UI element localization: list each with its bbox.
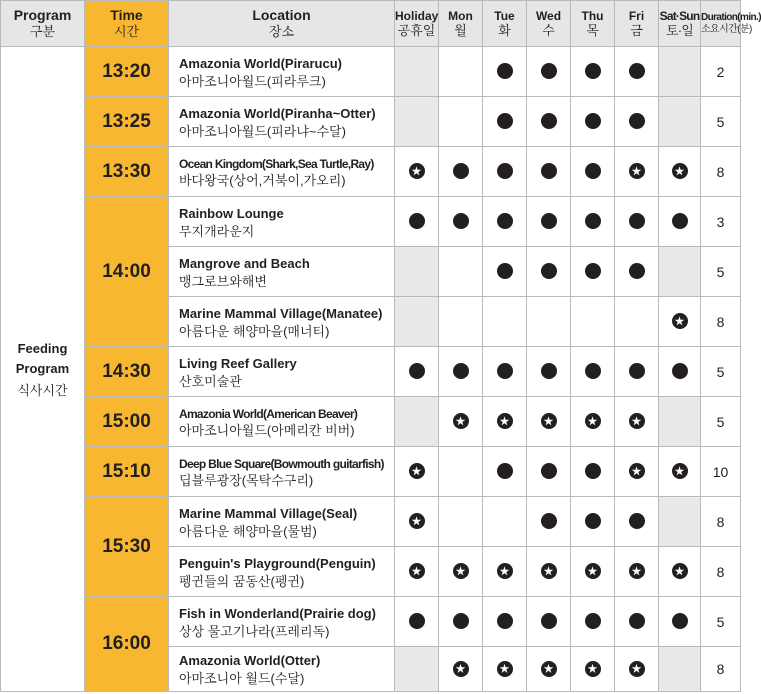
duration-cell: 5: [701, 97, 741, 147]
day-cell: [483, 297, 527, 347]
day-cell: [483, 547, 527, 597]
day-cell: [395, 647, 439, 692]
day-cell: [571, 597, 615, 647]
time-cell: 14:30: [85, 347, 169, 397]
filled-circle-icon: [541, 513, 557, 529]
day-cell: [615, 147, 659, 197]
day-cell: [615, 297, 659, 347]
filled-circle-icon: [629, 513, 645, 529]
location-name-en: Amazonia World(Pirarucu): [179, 55, 343, 71]
star-circle-icon: [453, 563, 469, 579]
filled-circle-icon: [453, 363, 469, 379]
table-header: [1, 1, 761, 47]
day-cell: [659, 347, 701, 397]
star-circle-icon: [672, 563, 688, 579]
day-cell: [395, 597, 439, 647]
day-cell: [395, 347, 439, 397]
duration-cell: 5: [701, 397, 741, 447]
table-row: [1, 197, 741, 247]
location-name-ko: 아름다운 해양마을(매너티): [179, 323, 330, 339]
day-cell: [615, 597, 659, 647]
table-row: [1, 447, 741, 497]
day-cell: [615, 647, 659, 692]
day-cell: [439, 97, 483, 147]
day-cell: [439, 347, 483, 397]
location-name-en: Penguin's Playground(Penguin): [179, 555, 376, 571]
location-name-ko: 아마조니아월드(아메리칸 비버): [179, 422, 355, 438]
star-circle-icon: [409, 563, 425, 579]
location-name-ko: 아마조니아 월드(수달): [179, 671, 305, 686]
filled-circle-icon: [541, 463, 557, 479]
filled-circle-icon: [409, 213, 425, 229]
filled-circle-icon: [497, 263, 513, 279]
location-name-ko: 무지개라운지: [179, 223, 255, 239]
day-cell: [659, 547, 701, 597]
program-cell: [1, 47, 85, 692]
day-cell: [571, 147, 615, 197]
star-circle-icon: [629, 413, 645, 429]
day-cell: [483, 497, 527, 547]
location-cell: [169, 197, 395, 247]
location-cell: [169, 647, 395, 692]
location-cell: [169, 47, 395, 97]
day-cell: [395, 297, 439, 347]
day-cell: [395, 397, 439, 447]
table-row: [1, 47, 741, 97]
header-duration: Duration(min.) 소요시간(분): [701, 1, 741, 47]
filled-circle-icon: [629, 63, 645, 79]
day-cell: [615, 247, 659, 297]
location-name-ko: 딥블루광장(목탁수구리): [179, 472, 314, 488]
day-cell: [439, 197, 483, 247]
duration-cell: 8: [701, 547, 741, 597]
day-cell: [483, 47, 527, 97]
filled-circle-icon: [453, 213, 469, 229]
day-cell: [527, 147, 571, 197]
day-cell: [527, 497, 571, 547]
day-cell: [659, 297, 701, 347]
header-thu: Thu 목: [571, 1, 615, 47]
location-name-en: Amazonia World(American Beaver): [179, 406, 358, 421]
day-cell: [527, 647, 571, 692]
location-cell: [169, 247, 395, 297]
day-cell: [615, 97, 659, 147]
day-cell: [483, 197, 527, 247]
day-cell: [527, 347, 571, 397]
location-cell: [169, 97, 395, 147]
star-circle-icon: [541, 563, 557, 579]
location-name-en: Amazonia World(Piranha~Otter): [179, 105, 376, 121]
filled-circle-icon: [585, 113, 601, 129]
filled-circle-icon: [585, 63, 601, 79]
day-cell: [571, 297, 615, 347]
day-cell: [439, 647, 483, 692]
day-cell: [659, 147, 701, 197]
table-row: [1, 497, 741, 547]
table-row: [1, 347, 741, 397]
day-cell: [659, 597, 701, 647]
star-circle-icon: [672, 463, 688, 479]
star-circle-icon: [409, 163, 425, 179]
star-circle-icon: [629, 563, 645, 579]
time-cell: 15:00: [85, 397, 169, 447]
time-cell: 15:10: [85, 447, 169, 497]
day-cell: [571, 397, 615, 447]
star-circle-icon: [672, 163, 688, 179]
day-cell: [395, 147, 439, 197]
time-cell: 15:30: [85, 497, 169, 597]
schedule-body: [1, 47, 741, 692]
location-cell: [169, 547, 395, 597]
filled-circle-icon: [585, 363, 601, 379]
location-cell: [169, 147, 395, 197]
day-cell: [439, 147, 483, 197]
filled-circle-icon: [409, 613, 425, 629]
location-name-ko: 아마조니아월드(피라냐~수달): [179, 123, 346, 139]
star-circle-icon: [497, 413, 513, 429]
location-name-ko: 맹그로브와해변: [179, 273, 267, 289]
day-cell: [615, 47, 659, 97]
day-cell: [571, 197, 615, 247]
header-program: Program 구분: [1, 1, 85, 47]
location-name-en: Living Reef Gallery: [179, 355, 297, 371]
filled-circle-icon: [541, 163, 557, 179]
filled-circle-icon: [585, 263, 601, 279]
header-wed: Wed 수: [527, 1, 571, 47]
day-cell: [527, 47, 571, 97]
filled-circle-icon: [453, 613, 469, 629]
star-circle-icon: [541, 661, 557, 677]
star-circle-icon: [453, 661, 469, 677]
filled-circle-icon: [497, 163, 513, 179]
header-tue: Tue 화: [483, 1, 527, 47]
header-time: Time 시간: [85, 1, 169, 47]
day-cell: [527, 597, 571, 647]
day-cell: [659, 197, 701, 247]
header-mon: Mon 월: [439, 1, 483, 47]
filled-circle-icon: [629, 213, 645, 229]
day-cell: [615, 497, 659, 547]
filled-circle-icon: [497, 463, 513, 479]
time-cell: 13:25: [85, 97, 169, 147]
filled-circle-icon: [497, 113, 513, 129]
day-cell: [483, 597, 527, 647]
location-name-en: Marine Mammal Village(Manatee): [179, 305, 383, 321]
location-cell: [169, 497, 395, 547]
filled-circle-icon: [541, 113, 557, 129]
day-cell: [483, 397, 527, 447]
day-cell: [615, 397, 659, 447]
table-row: [1, 147, 741, 197]
day-cell: [439, 297, 483, 347]
day-cell: [659, 447, 701, 497]
table-row: [1, 397, 741, 447]
filled-circle-icon: [585, 613, 601, 629]
location-cell: [169, 297, 395, 347]
day-cell: [439, 497, 483, 547]
duration-cell: 8: [701, 297, 741, 347]
filled-circle-icon: [629, 113, 645, 129]
day-cell: [483, 247, 527, 297]
day-cell: [615, 547, 659, 597]
filled-circle-icon: [409, 363, 425, 379]
filled-circle-icon: [453, 163, 469, 179]
program-name-en: Feeding Program: [15, 341, 70, 376]
filled-circle-icon: [585, 513, 601, 529]
day-cell: [659, 97, 701, 147]
star-circle-icon: [541, 413, 557, 429]
duration-cell: 8: [701, 497, 741, 547]
day-cell: [659, 497, 701, 547]
duration-cell: 5: [701, 247, 741, 297]
day-cell: [527, 97, 571, 147]
day-cell: [571, 47, 615, 97]
day-cell: [571, 447, 615, 497]
location-cell: [169, 597, 395, 647]
duration-cell: 8: [701, 147, 741, 197]
star-circle-icon: [497, 563, 513, 579]
day-cell: [615, 347, 659, 397]
location-cell: [169, 347, 395, 397]
location-name-en: Mangrove and Beach: [179, 255, 310, 271]
duration-cell: 3: [701, 197, 741, 247]
day-cell: [395, 247, 439, 297]
day-cell: [483, 147, 527, 197]
location-name-en: Ocean Kingdom(Shark,Sea Turtle,Ray): [179, 156, 374, 171]
duration-cell: 8: [701, 647, 741, 692]
day-cell: [527, 447, 571, 497]
day-cell: [659, 47, 701, 97]
day-cell: [395, 197, 439, 247]
location-name-en: Rainbow Lounge: [179, 205, 284, 221]
duration-cell: 5: [701, 597, 741, 647]
day-cell: [571, 547, 615, 597]
location-name-ko: 산호미술관: [179, 373, 242, 389]
location-name-ko: 펭귄들의 꿈동산(펭귄): [179, 573, 305, 589]
filled-circle-icon: [672, 363, 688, 379]
location-cell: [169, 447, 395, 497]
time-cell: 16:00: [85, 597, 169, 692]
header-holiday: Holiday 공휴일: [395, 1, 439, 47]
day-cell: [439, 47, 483, 97]
location-name-en: Amazonia World(Otter): [179, 653, 321, 669]
header-location: Location 장소: [169, 1, 395, 47]
day-cell: [571, 647, 615, 692]
filled-circle-icon: [497, 363, 513, 379]
table-row: [1, 597, 741, 647]
day-cell: [439, 597, 483, 647]
star-circle-icon: [585, 661, 601, 677]
day-cell: [659, 247, 701, 297]
day-cell: [571, 347, 615, 397]
day-cell: [659, 647, 701, 692]
filled-circle-icon: [541, 213, 557, 229]
filled-circle-icon: [629, 613, 645, 629]
day-cell: [483, 97, 527, 147]
star-circle-icon: [672, 313, 688, 329]
star-circle-icon: [629, 661, 645, 677]
filled-circle-icon: [629, 363, 645, 379]
star-circle-icon: [629, 463, 645, 479]
day-cell: [483, 647, 527, 692]
day-cell: [395, 497, 439, 547]
filled-circle-icon: [585, 163, 601, 179]
day-cell: [527, 397, 571, 447]
day-cell: [527, 247, 571, 297]
filled-circle-icon: [585, 463, 601, 479]
filled-circle-icon: [541, 63, 557, 79]
location-name-ko: 아름다운 해양마을(물범): [179, 523, 317, 539]
day-cell: [527, 547, 571, 597]
duration-cell: 10: [701, 447, 741, 497]
time-cell: 13:30: [85, 147, 169, 197]
day-cell: [395, 447, 439, 497]
filled-circle-icon: [672, 213, 688, 229]
filled-circle-icon: [497, 63, 513, 79]
day-cell: [395, 547, 439, 597]
day-cell: [571, 247, 615, 297]
table-row: [1, 97, 741, 147]
location-cell: [169, 397, 395, 447]
star-circle-icon: [585, 563, 601, 579]
location-name-ko: 바다왕국(상어,거북이,가오리): [179, 172, 346, 188]
header-sat-sun: Sat·Sun 토·일: [659, 1, 701, 47]
star-circle-icon: [629, 163, 645, 179]
duration-cell: 5: [701, 347, 741, 397]
header-fri: Fri 금: [615, 1, 659, 47]
star-circle-icon: [409, 513, 425, 529]
program-name-ko: 식사시간: [17, 383, 68, 398]
day-cell: [439, 247, 483, 297]
time-cell: 13:20: [85, 47, 169, 97]
star-circle-icon: [409, 463, 425, 479]
filled-circle-icon: [541, 613, 557, 629]
day-cell: [571, 97, 615, 147]
day-cell: [527, 297, 571, 347]
time-cell: 14:00: [85, 197, 169, 347]
star-circle-icon: [497, 661, 513, 677]
location-name-en: Fish in Wonderland(Prairie dog): [179, 605, 376, 621]
location-name-ko: 상상 물고기나라(프레리독): [179, 623, 330, 639]
filled-circle-icon: [497, 213, 513, 229]
filled-circle-icon: [541, 363, 557, 379]
day-cell: [483, 447, 527, 497]
day-cell: [571, 497, 615, 547]
location-name-en: Deep Blue Square(Bowmouth guitarfish): [179, 456, 384, 471]
star-circle-icon: [453, 413, 469, 429]
location-name-ko: 아마조니아월드(피라루크): [179, 73, 326, 89]
day-cell: [483, 347, 527, 397]
filled-circle-icon: [585, 213, 601, 229]
day-cell: [395, 47, 439, 97]
day-cell: [527, 197, 571, 247]
day-cell: [615, 197, 659, 247]
day-cell: [439, 447, 483, 497]
day-cell: [659, 397, 701, 447]
day-cell: [395, 97, 439, 147]
day-cell: [439, 547, 483, 597]
filled-circle-icon: [629, 263, 645, 279]
location-name-en: Marine Mammal Village(Seal): [179, 505, 358, 521]
duration-cell: 2: [701, 47, 741, 97]
filled-circle-icon: [541, 263, 557, 279]
filled-circle-icon: [672, 613, 688, 629]
filled-circle-icon: [497, 613, 513, 629]
star-circle-icon: [585, 413, 601, 429]
day-cell: [439, 397, 483, 447]
day-cell: [615, 447, 659, 497]
